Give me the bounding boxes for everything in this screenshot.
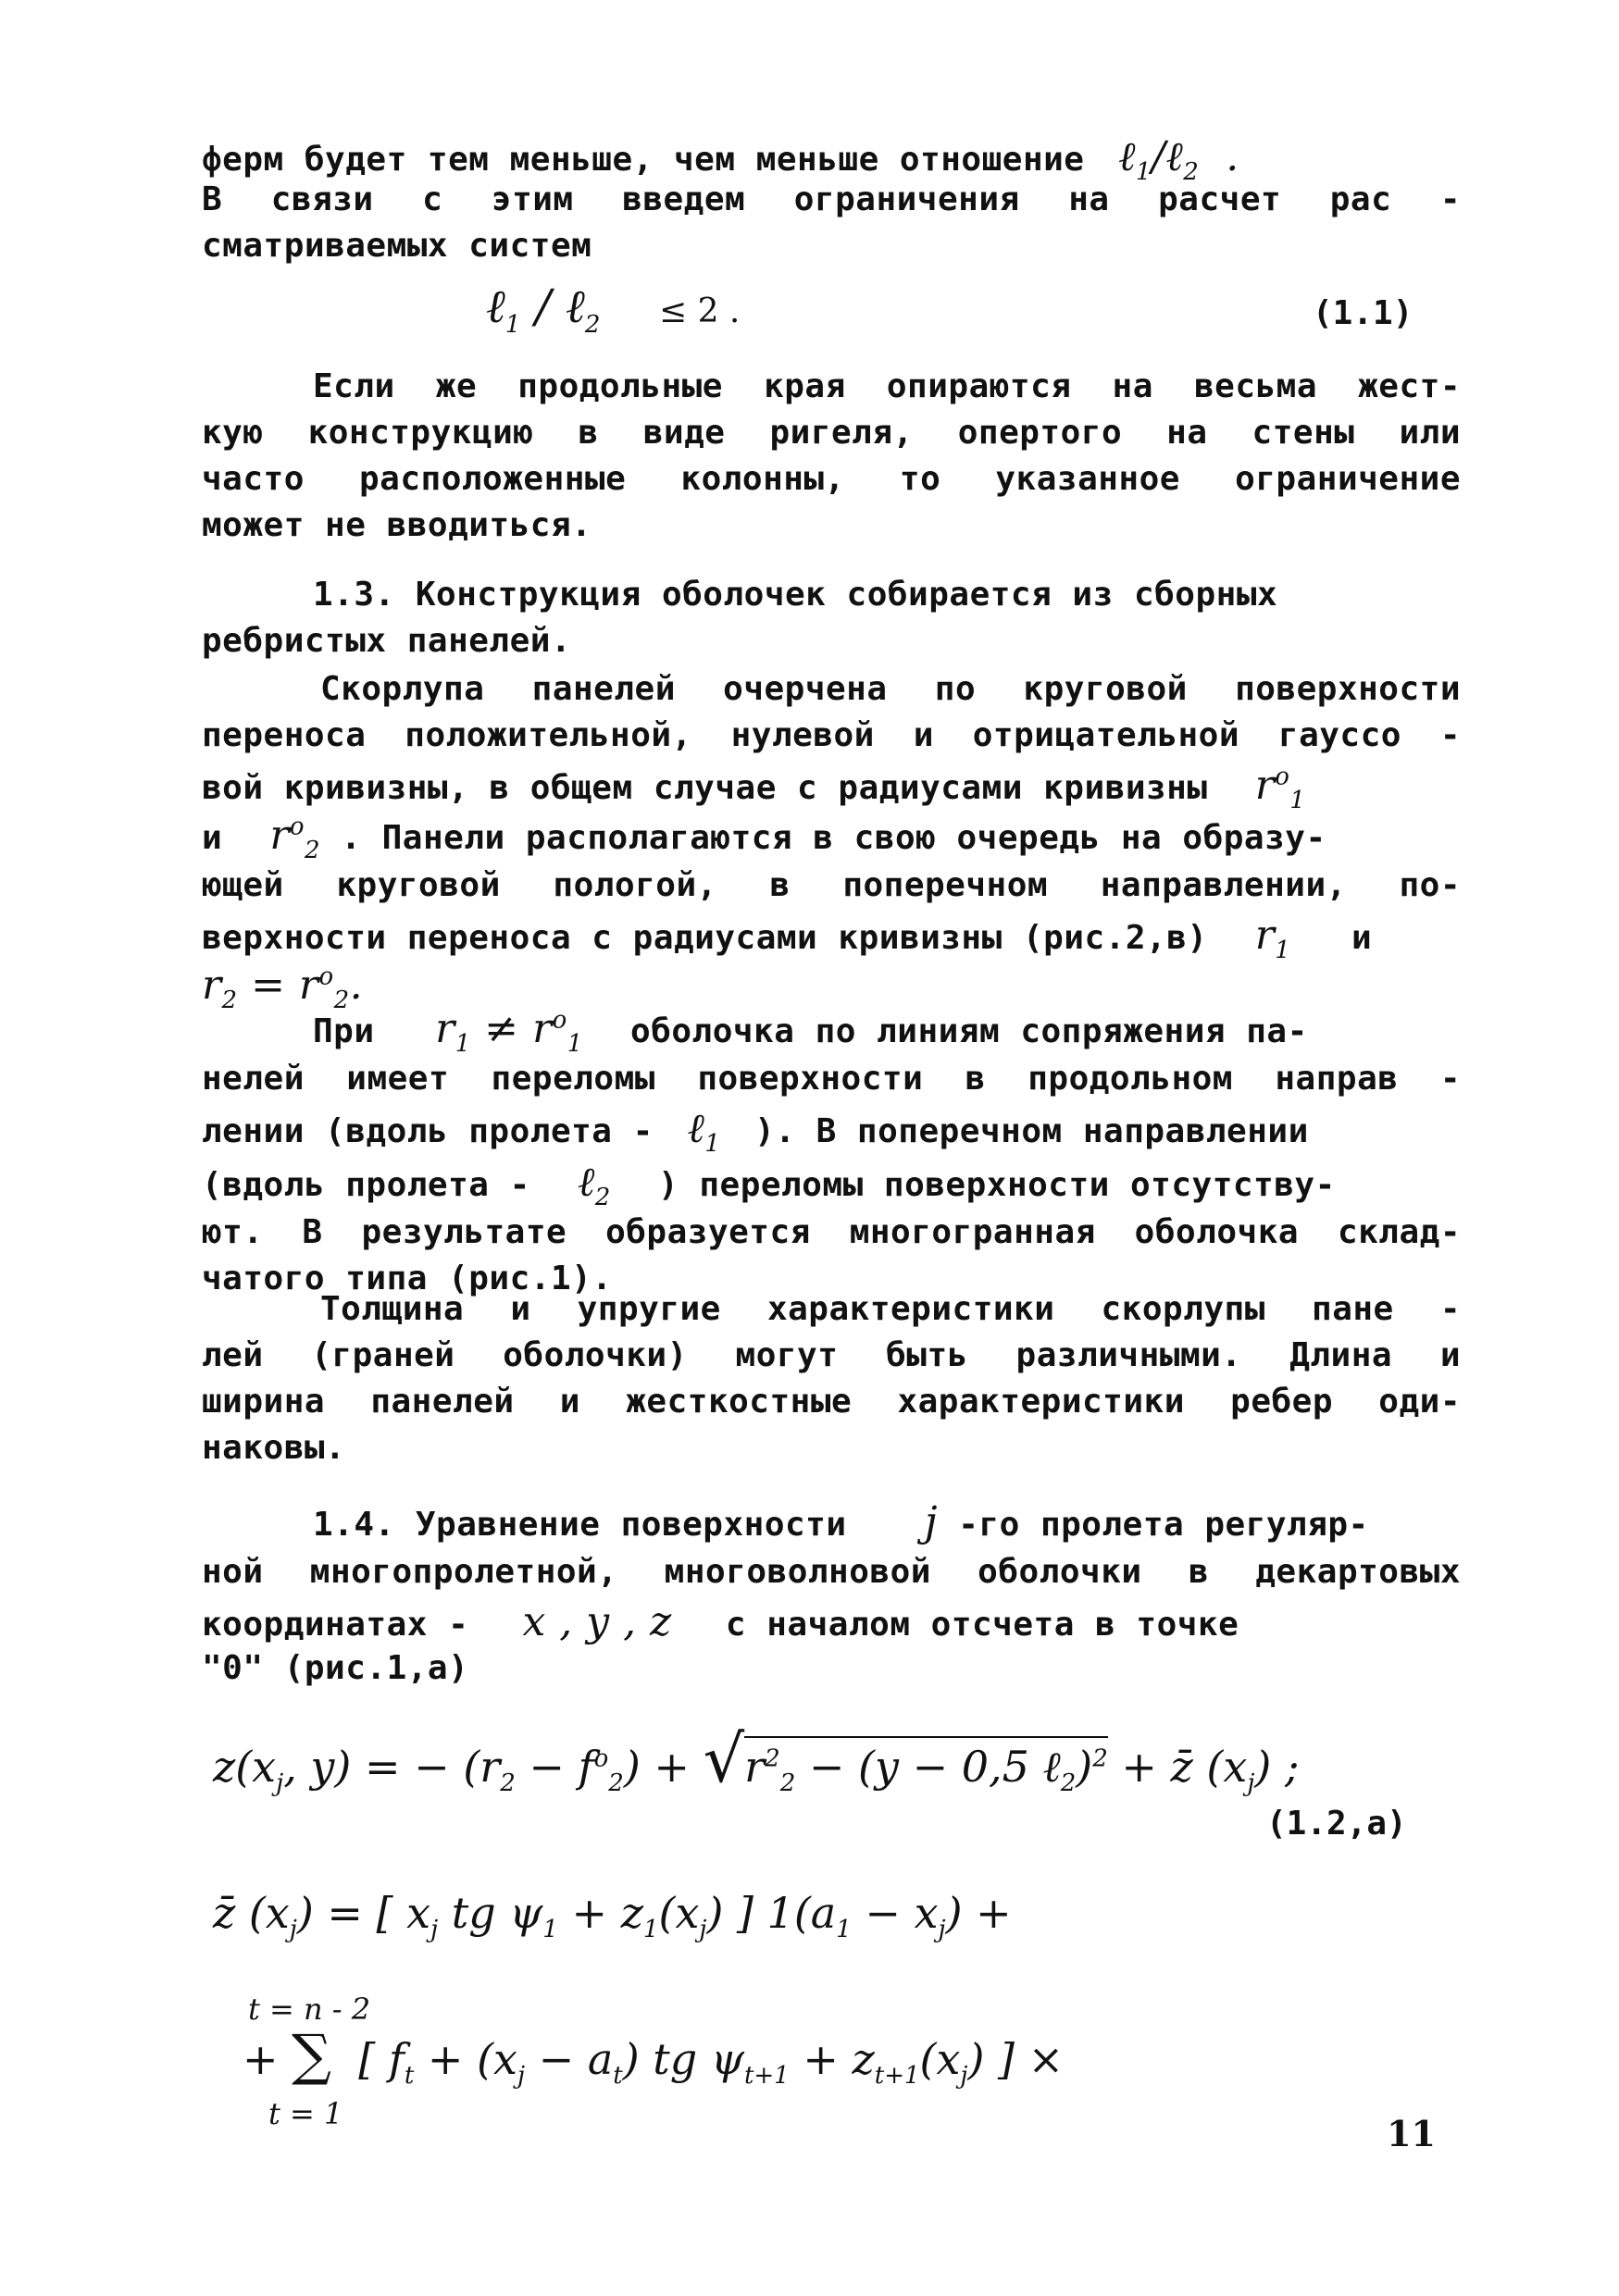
section-1-4-line-3c: с началом отсчета в точке <box>725 1606 1239 1644</box>
breaks-line-3b: ). В поперечном направлении <box>754 1112 1309 1150</box>
r1-neq-r1zero: $r_1 \ne r^o_1$ <box>394 1005 583 1058</box>
equation-1-1: ℓ$_1$ / ℓ$_2$ ≤ 2 . <box>486 279 741 339</box>
intro-line-2: В связи с этим введем ограничения на расчет рас - <box>202 180 1461 218</box>
breaks-line-2: нелей имеет переломы поверхности в продольном направ - <box>202 1060 1461 1098</box>
shell-line-6-and: и <box>1351 919 1373 957</box>
section-1-4-line-1a: 1.4. Уравнение поверхности <box>313 1506 847 1544</box>
section-1-3-line-1: 1.3. Конструкция оболочек собирается из сборных <box>313 576 1278 614</box>
equation-sum: + ∑ [ $f_t + (x_j - a_t)$ tg $\psi_{t+1} + z_{t+1}(x_j)$ ] × <box>243 2023 1065 2091</box>
r2-zero: $r^o_2$ <box>243 812 321 864</box>
equation-1-2a: $z(x_j$, y) = − $(r_2 - f^o_2) + √r^2_2 - (y - 0,5$ ℓ$_2$)$^2$ + z̄ $(x_j)$ ; <box>213 1721 1300 1798</box>
breaks-line-1: оболочка по линиям сопряжения па- <box>630 1012 1308 1050</box>
section-1-4-line-4: "0" (рис.1,а) <box>202 1649 469 1687</box>
section-1-4-line-3a: координатах - <box>202 1606 469 1644</box>
paragraph-section-1-4 <box>202 1498 1461 1687</box>
shell-line-3: вой кривизны, в общем случае с радиусами кривизны <box>202 769 1208 807</box>
shell-line-7: $r_2 = r^o_2$. <box>202 962 364 1014</box>
sum-upper-limit: t = n - 2 <box>248 1992 371 2027</box>
thickness-line-1: Толщина и упругие характеристики скорлупы пане - <box>320 1290 1461 1328</box>
edges-line-3: часто расположенные колонны, то указанное ограничение <box>202 460 1461 498</box>
thickness-line-4: наковы. <box>202 1429 346 1467</box>
equation-number-1-2a: (1.2,а) <box>1266 1805 1407 1843</box>
breaks-line-6: чатого типа (рис.1). <box>202 1260 613 1297</box>
breaks-line-4b: ) переломы поверхности отсутству- <box>658 1166 1336 1204</box>
section-1-4-line-2: ной многопролетной, многоволновой оболочки в декартовых <box>202 1553 1461 1591</box>
shell-line-1: Скорлупа панелей очерчена по круговой поверхности <box>320 670 1461 708</box>
intro-line-1: ферм будет тем меньше, чем меньше отношение <box>202 141 1085 179</box>
intro-line-3: сматриваемых систем <box>202 227 592 265</box>
breaks-line-4a: (вдоль пролета - <box>202 1166 530 1204</box>
l2-symbol: ℓ$_2$ <box>550 1159 611 1211</box>
breaks-line-5: ют. В результате образуется многогранная оболочка склад- <box>202 1213 1461 1251</box>
paragraph-intro <box>202 133 1461 265</box>
shell-line-4-and: и <box>202 819 223 857</box>
edges-line-4: может не вводиться. <box>202 506 592 544</box>
paragraph-shell <box>202 670 1461 1014</box>
paragraph-section-1-3 <box>202 578 1461 658</box>
paragraph-breaks <box>202 1005 1461 1297</box>
r1-symbol: $r_1$ <box>1227 912 1291 964</box>
equation-zbar: z̄ $(x_j)$ = [ $x_j$ tg $\psi_1 + z_1(x_j)$ ] $1(a_1 - x_j)$ + <box>213 1888 1012 1944</box>
r1-zero: $r^o_1$ <box>1227 762 1306 814</box>
shell-line-4: . Панели располагаются в свою очередь на образу- <box>341 819 1326 857</box>
edges-line-2: кую конструкцию в виде ригеля, опертого на стены или <box>202 414 1461 452</box>
xyz-symbols: x , y , z <box>522 1598 672 1645</box>
l1-symbol: ℓ$_1$ <box>674 1105 721 1158</box>
ratio-l1-l2: ℓ$_1$/ℓ$_2$ . <box>1104 133 1239 186</box>
shell-line-6: верхности переноса с радиусами кривизны (рис.2,в) <box>202 919 1208 957</box>
shell-line-2: переноса положительной, нулевой и отрицательной гауссо - <box>202 716 1461 754</box>
j-symbol: j <box>924 1498 939 1545</box>
thickness-line-2: лей (граней оболочки) могут быть различными. Длина и <box>202 1336 1461 1374</box>
thickness-line-3: ширина панелей и жесткостные характеристики ребер оди- <box>202 1383 1461 1421</box>
equation-number-1-1: (1.1) <box>1313 294 1414 332</box>
paragraph-thickness <box>202 1290 1461 1467</box>
breaks-line-3a: лении (вдоль пролета - <box>202 1112 654 1150</box>
paragraph-edges <box>202 367 1461 544</box>
page-number: 11 <box>1387 2113 1436 2154</box>
section-1-4-line-1c: -го пролета регуляр- <box>958 1506 1369 1544</box>
shell-line-5: ющей круговой пологой, в поперечном направлении, по- <box>202 866 1461 904</box>
section-1-3-line-2: ребристых панелей. <box>202 622 572 660</box>
breaks-when: При <box>313 1012 375 1050</box>
sum-lower-limit: t = 1 <box>268 2096 343 2131</box>
edges-line-1: Если же продольные края опираются на весьма жест- <box>313 367 1461 405</box>
